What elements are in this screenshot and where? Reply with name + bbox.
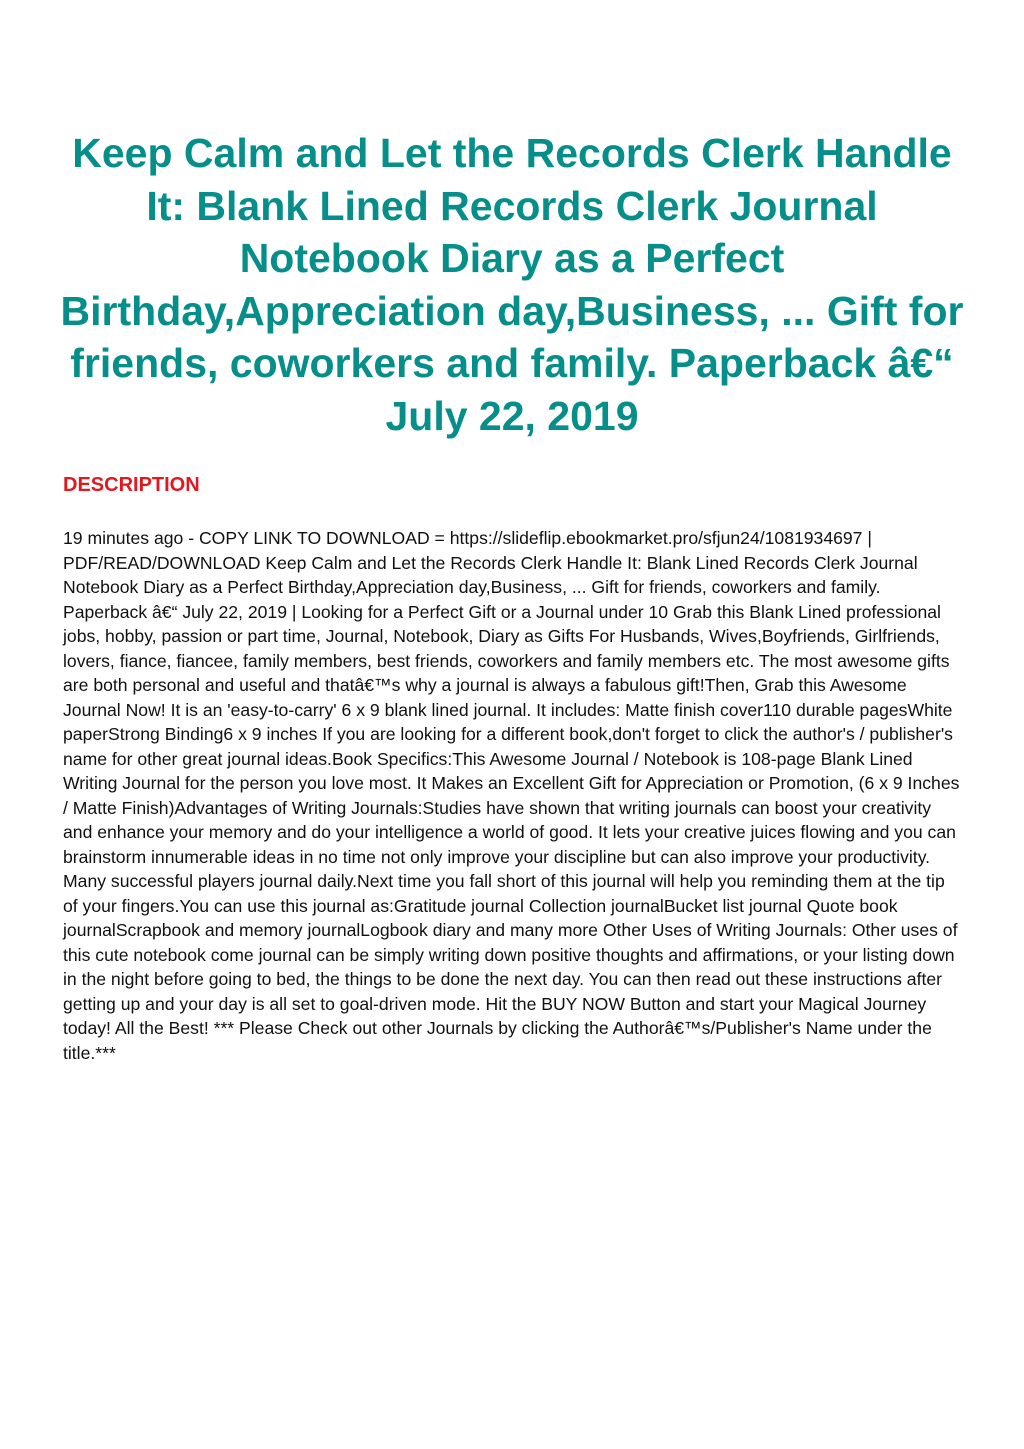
document-title: Keep Calm and Let the Records Clerk Handle It: Blank Lined Records Clerk Journal Notebook Diary as a Perfect Birthday,Appreciation day,Business, ... Gift for friends, coworkers and family. Paperback â€“ July 22, 2019 <box>60 130 964 439</box>
description-text: 19 minutes ago - COPY LINK TO DOWNLOAD = https://slideflip.ebookmarket.pro/sfjun24/1081934697 | PDF/READ/DOWNLOAD Keep Calm and Let the Records Clerk Handle It: Blank Lined Records Clerk Journal Notebook Diary as a Perfect Birthday,Appreciation day,Business, ... Gift for friends, coworkers and family. Paperback â€“ July 22, 2019 | Looking for a Perfect Gift or a Journal under 10 Grab this Blank Lined professional jobs, hobby, passion or part time, Journal, Notebook, Diary as Gifts For Husbands, Wives,Boyfriends, Girlfriends, lovers, fiance, fiancee, family members, best friends, coworkers and family members etc. The most awesome gifts are both personal and useful and thatâ€™s why a journal is always a fabulous gift!Then, Grab this Awesome Journal Now! It is an 'easy-to-carry' 6 x 9 blank lined journal. It includes: Matte finish cover110 durable pagesWhite paperStrong Binding6 x 9 inches If you are looking for a different book,don't forget to click the author's / publisher's name for other great journal ideas.Book Specifics:This Awesome Journal / Notebook is 108-page Blank Lined Writing Journal for the person you love most. It Makes an Excellent Gift for Appreciation or Promotion, (6 x 9 Inches / Matte Finish)Advantages of Writing Journals:Studies have shown that writing journals can boost your creativity and enhance your memory and do your intelligence a world of good. It lets your creative juices flowing and you can brainstorm innumerable ideas in no time not only improve your discipline but can also improve your productivity. Many successful players journal daily.Next time you fall short of this journal will help you reminding them at the tip of your fingers.You can use this journal as:Gratitude journal Collection journalBucket list journal Quote book journalScrapbook and memory journalLogbook diary and many more Other Uses of Writing Journals: Other uses of this cute notebook come journal can be simply writing down positive thoughts and affirmations, or your listing down in the night before going to bed, the things to be done the next day. You can then read out these instructions after getting up and your day is all set to goal-driven mode. Hit the BUY NOW Button and start your Magical Journey today! All the Best! *** Please Check out other Journals by clicking the Authorâ€™s/Publisher's Name under the title.*** <box>63 528 960 1063</box>
description-heading: DESCRIPTION <box>63 474 200 496</box>
